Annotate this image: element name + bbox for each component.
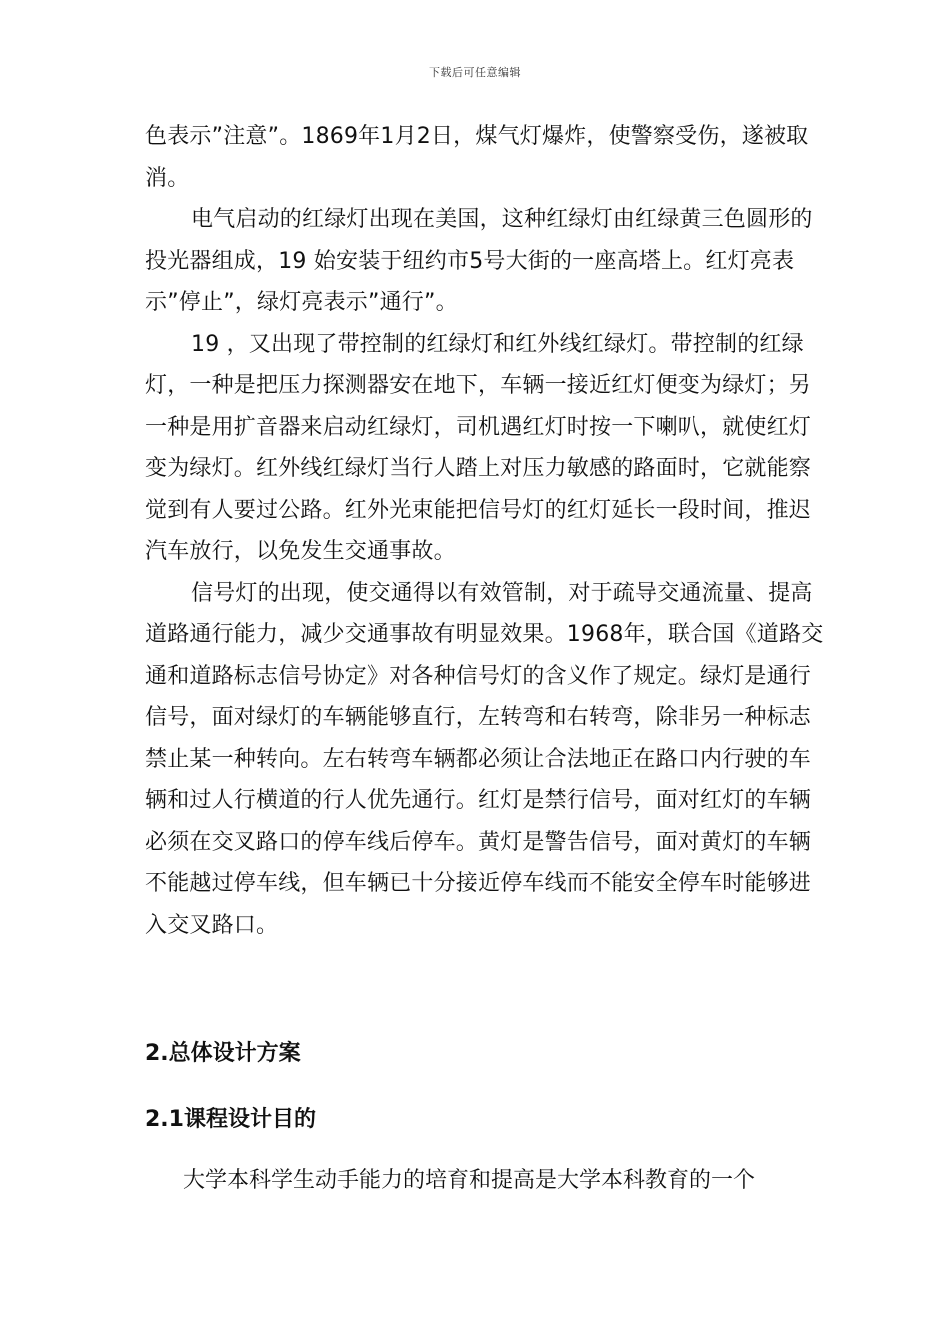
paragraph-1: 色表示”注意”。1869年1月2日，煤气灯爆炸，使警察受伤，遂被取消。 [145,124,809,191]
subsection-heading: 2.1课程设计目的 [145,1107,316,1132]
paragraph-4: 信号灯的出现，使交通得以有效管制，对于疏导交通流量、提高道路通行能力，减少交通事故有明显效果。1968年，联合国《道路交通和道路标志信号协定》对各种信号灯的含义作了规定。绿灯是通行信号，面对绿灯的车辆能够直行，左转弯和右转弯，除非另一种标志禁止某一种转向。左右转弯车辆都必须让合法地正在路口内行驶的车辆和过人行横道的行人优先通行。红灯是禁行信号，面对红灯的车辆必须在交叉路口的停车线后停车。黄灯是警告信号，面对黄灯的车辆不能越过停车线，但车辆已十分接近停车线而不能安全停车时能够进入交叉路口。 [145,580,824,938]
paragraph-2: 电气启动的红绿灯出现在美国，这种红绿灯由红绿黄三色圆形的投光器组成，19 始安装于纽约市5号大街的一座高塔上。红灯亮表示”停止”，绿灯亮表示”通行”。 [145,207,813,315]
section-paragraph: 大学本科学生动手能力的培育和提高是大学本科教育的一个 [183,1168,756,1193]
paragraph-3: 19 ，又出现了带控制的红绿灯和红外线红绿灯。带控制的红绿灯，一种是把压力探测器安在地下，车辆一接近红灯便变为绿灯；另一种是用扩音器来启动红绿灯，司机遇红灯时按一下喇叭，就使红灯变为绿灯。红外线红绿灯当行人踏上对压力敏感的路面时，它就能察觉到有人要过公路。红外光束能把信号灯的红灯延长一段时间，推迟汽车放行，以免发生交通事故。 [145,331,812,564]
page-header: 下载后可任意编辑 [429,66,521,79]
section-heading: 2.总体设计方案 [145,1041,301,1066]
body-text [145,116,825,946]
